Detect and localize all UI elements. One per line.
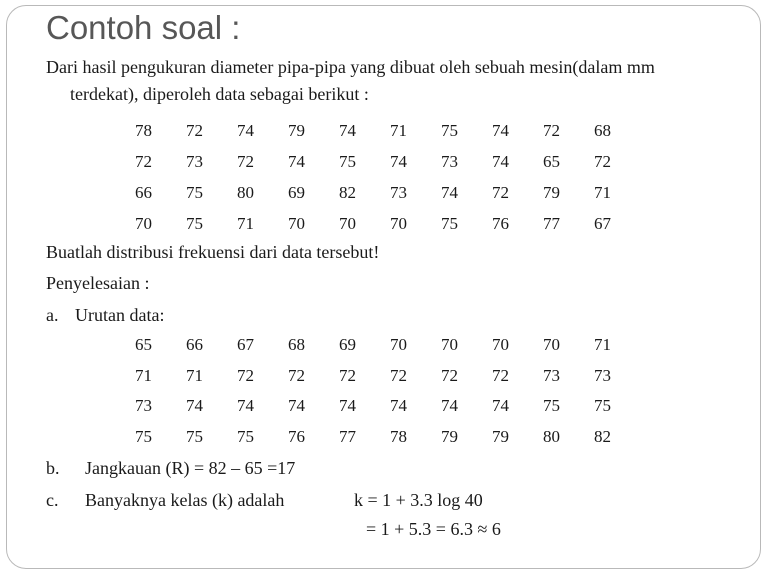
table-cell: 75	[237, 427, 254, 447]
table-cell: 71	[237, 214, 254, 233]
table-cell: 72	[492, 365, 509, 385]
table-cell: 70	[390, 335, 407, 354]
table-cell: 70	[441, 335, 458, 354]
item-b-text: Jangkauan (R) = 82 – 65 =17	[85, 458, 296, 478]
slide-title: Contoh soal :	[46, 9, 241, 46]
table-cell: 67	[594, 214, 611, 233]
table-cell: 77	[339, 427, 356, 447]
table-cell: 72	[186, 121, 203, 140]
intro-line-2: terdekat), diperoleh data sebagai berikut :	[70, 84, 369, 104]
table-cell: 74	[390, 396, 407, 416]
table-cell: 70	[390, 214, 407, 233]
table-cell: 72	[594, 152, 611, 171]
table-cell: 76	[492, 214, 509, 233]
table-cell: 72	[543, 121, 560, 140]
table-cell: 72	[441, 365, 458, 385]
table-cell: 82	[594, 427, 611, 447]
table-cell: 75	[186, 427, 203, 447]
formula-line-1: k = 1 + 3.3 log 40	[354, 490, 483, 510]
table-cell: 74	[441, 183, 458, 202]
table-cell: 79	[543, 183, 560, 202]
table-cell: 68	[288, 335, 305, 354]
table-cell: 79	[492, 427, 509, 447]
table-cell: 75	[186, 183, 203, 202]
intro-line-1: Dari hasil pengukuran diameter pipa-pipa yang dibuat oleh sebuah mesin(dalam mm	[46, 57, 655, 77]
table-cell: 66	[186, 335, 203, 354]
table-cell: 72	[237, 152, 254, 171]
table-cell: 74	[288, 396, 305, 416]
table-cell: 78	[390, 427, 407, 447]
table-cell: 73	[135, 396, 152, 416]
table-cell: 78	[135, 121, 152, 140]
table-cell: 82	[339, 183, 356, 202]
table-cell: 71	[186, 365, 203, 385]
table-cell: 73	[186, 152, 203, 171]
table-cell: 74	[186, 396, 203, 416]
table-cell: 74	[237, 121, 254, 140]
table-cell: 74	[441, 396, 458, 416]
table-cell: 70	[543, 335, 560, 354]
table-cell: 73	[543, 365, 560, 385]
item-c-marker: c.	[46, 490, 59, 510]
table-cell: 70	[288, 214, 305, 233]
formula-line-2: = 1 + 5.3 = 6.3 ≈ 6	[366, 519, 501, 539]
table-cell: 75	[441, 214, 458, 233]
item-b-marker: b.	[46, 458, 60, 478]
table-cell: 74	[390, 152, 407, 171]
table-cell: 75	[339, 152, 356, 171]
table-cell: 74	[339, 396, 356, 416]
table-cell: 73	[441, 152, 458, 171]
table-cell: 67	[237, 335, 254, 354]
sorted-data-table	[118, 335, 628, 458]
table-cell: 74	[492, 396, 509, 416]
table-cell: 71	[594, 335, 611, 354]
solution-label: Penyelesaian :	[46, 273, 150, 293]
table-cell: 74	[288, 152, 305, 171]
table-cell: 79	[441, 427, 458, 447]
table-cell: 73	[390, 183, 407, 202]
table-cell: 80	[543, 427, 560, 447]
table-cell: 72	[135, 152, 152, 171]
table-cell: 70	[135, 214, 152, 233]
table-cell: 72	[237, 365, 254, 385]
table-cell: 65	[135, 335, 152, 354]
table-cell: 70	[339, 214, 356, 233]
table-cell: 75	[543, 396, 560, 416]
table-cell: 74	[492, 152, 509, 171]
table-cell: 79	[288, 121, 305, 140]
raw-data-table	[118, 121, 628, 245]
table-cell: 75	[441, 121, 458, 140]
table-cell: 71	[594, 183, 611, 202]
table-cell: 69	[339, 335, 356, 354]
task-instruction: Buatlah distribusi frekuensi dari data tersebut!	[46, 242, 380, 262]
item-a-text: Urutan data:	[75, 305, 165, 325]
table-cell: 71	[135, 365, 152, 385]
table-cell: 74	[237, 396, 254, 416]
item-c-text: Banyaknya kelas (k) adalah	[85, 490, 285, 510]
table-cell: 74	[492, 121, 509, 140]
table-cell: 73	[594, 365, 611, 385]
table-cell: 75	[186, 214, 203, 233]
table-cell: 66	[135, 183, 152, 202]
item-a-marker: a.	[46, 305, 59, 325]
table-cell: 80	[237, 183, 254, 202]
table-cell: 76	[288, 427, 305, 447]
table-cell: 70	[492, 335, 509, 354]
table-cell: 71	[390, 121, 407, 140]
table-cell: 75	[135, 427, 152, 447]
table-cell: 72	[390, 365, 407, 385]
table-cell: 77	[543, 214, 560, 233]
table-cell: 68	[594, 121, 611, 140]
table-cell: 72	[288, 365, 305, 385]
table-cell: 72	[492, 183, 509, 202]
table-cell: 65	[543, 152, 560, 171]
table-cell: 72	[339, 365, 356, 385]
table-cell: 74	[339, 121, 356, 140]
table-cell: 69	[288, 183, 305, 202]
table-cell: 75	[594, 396, 611, 416]
